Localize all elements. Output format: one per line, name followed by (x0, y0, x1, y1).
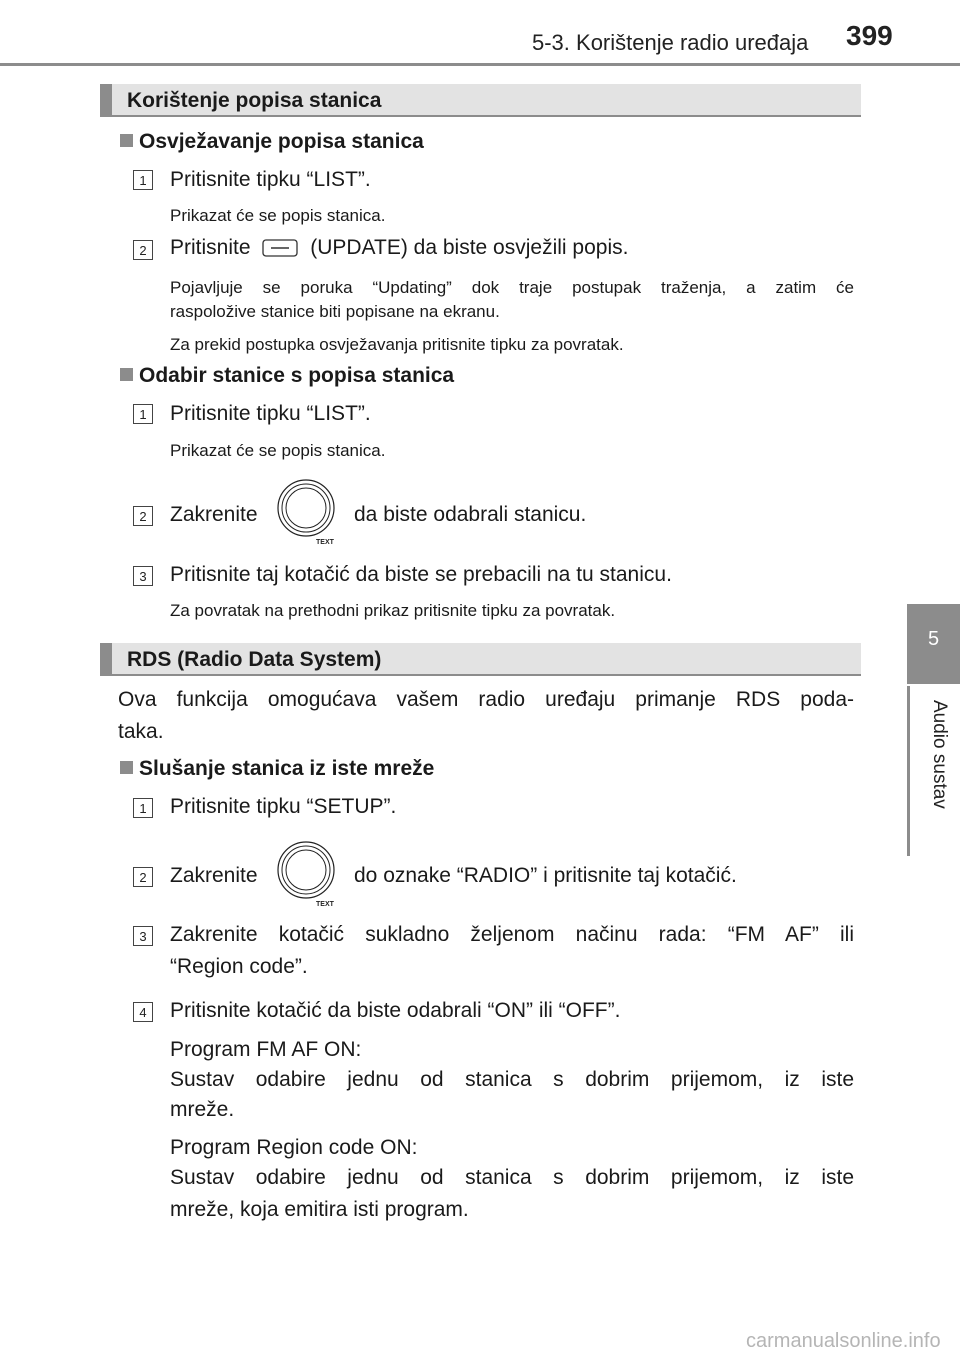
step-text: Pritisnite tipku “LIST”. (170, 168, 371, 191)
program-title: Program Region code ON: (170, 1136, 418, 1159)
step-text: Zakrenite kotačić sukladno željenom načinu rada: “FM AF” ili (170, 923, 854, 946)
step-text: Zakrenite (170, 864, 258, 887)
chapter-number: 5 (927, 628, 940, 650)
svg-text:TEXT: TEXT (316, 539, 334, 546)
step-number: 1 (133, 170, 153, 190)
tune-knob-icon (276, 840, 344, 908)
step-text: da biste odabrali stanicu. (354, 503, 587, 526)
step-text: Pritisnite kotačić da biste odabrali “ON” ili “OFF”. (170, 999, 621, 1022)
step-text: Pritisnite taj kotačić da biste se prebacili na tu stanicu. (170, 563, 672, 586)
program-text: mreže, koja emitira isti program. (170, 1198, 469, 1221)
program-text: Sustav odabire jednu od stanica s dobrim prijemom, iz iste (170, 1166, 854, 1189)
program-text: Sustav odabire jednu od stanica s dobrim prijemom, iz iste (170, 1068, 854, 1091)
step-note: Za prekid postupka osvježavanja pritisnite tipku za povratak. (170, 335, 624, 354)
watermark: carmanualsonline.info (746, 1330, 941, 1352)
step-number: 4 (133, 1002, 153, 1022)
chapter-label: Audio sustav (929, 700, 950, 809)
section-title: Korištenje popisa stanica (127, 89, 382, 112)
step-number: 3 (133, 566, 153, 586)
section-title: RDS (Radio Data System) (127, 648, 382, 671)
header-divider (0, 63, 960, 66)
step-note: Prikazat će se popis stanica. (170, 441, 386, 460)
step-note: Za povratak na prethodni prikaz pritisnite tipku za povratak. (170, 601, 616, 620)
tune-knob-icon (276, 478, 344, 546)
subheading: Osvježavanje popisa stanica (120, 130, 424, 154)
program-text: mreže. (170, 1098, 235, 1121)
svg-text:TEXT: TEXT (316, 901, 334, 908)
section-title-bar (100, 643, 861, 676)
square-bullet-icon (120, 761, 133, 774)
subheading: Slušanje stanica iz iste mreže (120, 757, 434, 781)
step-text: Pritisnite tipku “LIST”. (170, 402, 371, 425)
step-text: Pritisnite tipku “SETUP”. (170, 795, 397, 818)
intro-text: Ova funkcija omogućava vašem radio uređaju primanje RDS poda- (118, 688, 854, 711)
subheading: Odabir stanice s popisa stanica (120, 364, 454, 388)
step-text: do oznake “RADIO” i pritisnite taj kotačić. (354, 864, 737, 887)
step-text: “Region code”. (170, 955, 308, 978)
intro-text: taka. (118, 720, 164, 743)
step-note: Pojavljuje se poruka “Updating” dok traje postupak traženja, a zatim će (170, 278, 854, 297)
step-note: raspoložive stanice biti popisane na ekranu. (170, 302, 500, 321)
update-key-icon (262, 239, 298, 257)
page-number: 399 (846, 20, 893, 51)
step-text: Pritisnite (UPDATE) da biste osvježili popis. (170, 236, 629, 259)
square-bullet-icon (120, 368, 133, 381)
step-number: 2 (133, 506, 153, 526)
step-text: Zakrenite (170, 503, 258, 526)
step-number: 1 (133, 404, 153, 424)
step-number: 3 (133, 926, 153, 946)
program-title: Program FM AF ON: (170, 1038, 362, 1061)
section-title-bar (100, 84, 861, 117)
step-note: Prikazat će se popis stanica. (170, 206, 386, 225)
section-header-text: 5-3. Korištenje radio uređaja (532, 30, 809, 55)
square-bullet-icon (120, 134, 133, 147)
step-number: 2 (133, 240, 153, 260)
step-number: 2 (133, 867, 153, 887)
step-number: 1 (133, 798, 153, 818)
